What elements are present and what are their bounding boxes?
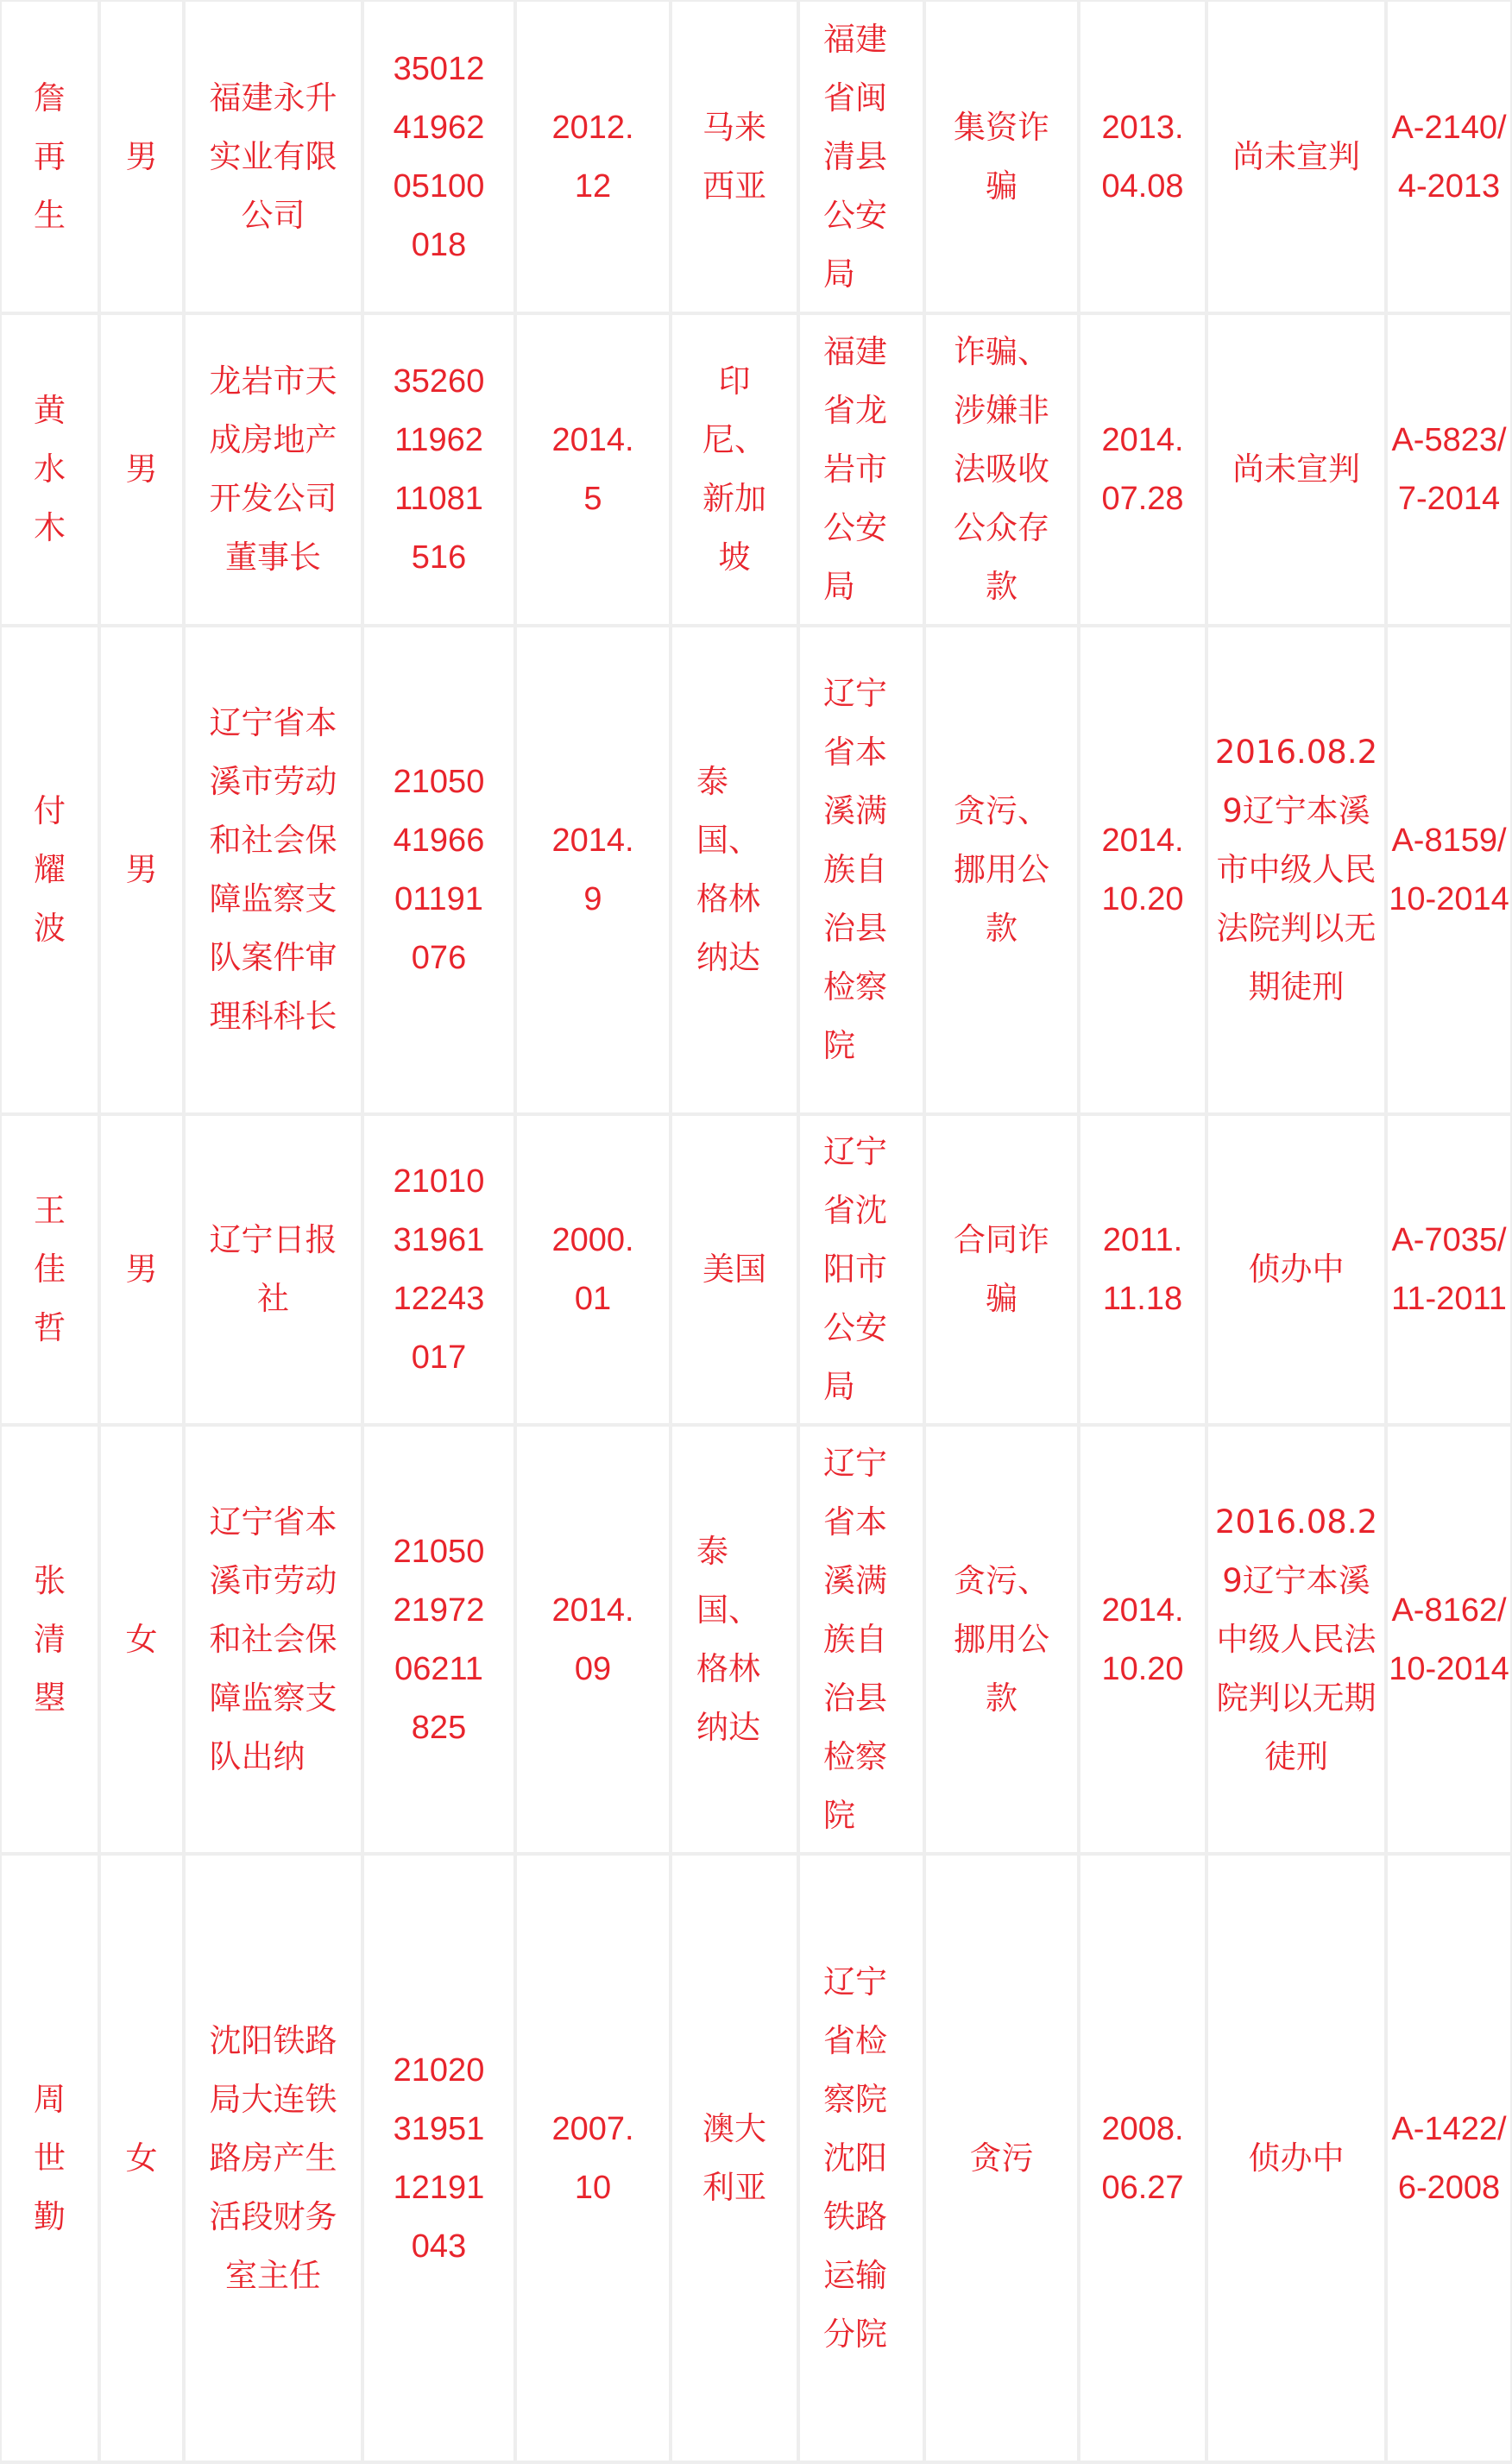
destination-cell: 泰国、格林纳达	[672, 627, 800, 1116]
employer-cell: 龙岩市天成房地产开发公司董事长	[186, 315, 364, 627]
charge-cell: 贪污	[926, 1856, 1080, 2464]
filing-date-cell: 2014.10.20	[1080, 1427, 1208, 1856]
name-cell: 张清曌	[2, 1427, 101, 1856]
filing-agency-cell: 福建省闽清县公安局	[800, 2, 926, 315]
fled-date-cell: 2014.9	[517, 627, 672, 1116]
employer-cell: 沈阳铁路局大连铁路房产生活段财务室主任	[186, 1856, 364, 2464]
notice-number-cell: A-8159/10-2014	[1388, 627, 1512, 1116]
destination-cell: 澳大利亚	[672, 1856, 800, 2464]
table-row	[2, 2, 1512, 315]
fled-date-cell: 2014.5	[517, 315, 672, 627]
status-cell: 2016.08.29辽宁本溪市中级人民法院判以无期徒刑	[1208, 627, 1388, 1116]
name-cell: 付耀波	[2, 627, 101, 1116]
id-number-cell: 210203195112191043	[364, 1856, 517, 2464]
gender-cell: 男	[101, 315, 186, 627]
gender-cell: 女	[101, 1427, 186, 1856]
table-row	[2, 315, 1512, 627]
employer-cell: 福建永升实业有限公司	[186, 2, 364, 315]
gender-cell: 男	[101, 1116, 186, 1427]
table-row	[2, 627, 1512, 1116]
name-cell: 王佳哲	[2, 1116, 101, 1427]
id-number-cell: 210103196112243017	[364, 1116, 517, 1427]
notice-number-cell: A-8162/10-2014	[1388, 1427, 1512, 1856]
fled-date-cell: 2012.12	[517, 2, 672, 315]
filing-agency-cell: 福建省龙岩市公安局	[800, 315, 926, 627]
gender-cell: 女	[101, 1856, 186, 2464]
notice-number-cell: A-7035/11-2011	[1388, 1116, 1512, 1427]
notice-number-cell: A-5823/7-2014	[1388, 315, 1512, 627]
charge-cell: 集资诈骗	[926, 2, 1080, 315]
destination-cell: 印尼、新加坡	[672, 315, 800, 627]
table-row	[2, 1427, 1512, 1856]
filing-date-cell: 2014.07.28	[1080, 315, 1208, 627]
id-number-cell: 352601196211081516	[364, 315, 517, 627]
charge-cell: 贪污、挪用公款	[926, 1427, 1080, 1856]
table-row	[2, 1856, 1512, 2464]
name-cell: 詹再生	[2, 2, 101, 315]
status-cell: 尚未宣判	[1208, 315, 1388, 627]
charge-cell: 贪污、挪用公款	[926, 627, 1080, 1116]
table-row	[2, 1116, 1512, 1427]
filing-agency-cell: 辽宁省检察院沈阳铁路运输分院	[800, 1856, 926, 2464]
charge-cell: 诈骗、涉嫌非法吸收公众存款	[926, 315, 1080, 627]
id-number-cell: 350124196205100018	[364, 2, 517, 315]
destination-cell: 美国	[672, 1116, 800, 1427]
id-number-cell: 210502197206211825	[364, 1427, 517, 1856]
charge-cell: 合同诈骗	[926, 1116, 1080, 1427]
status-cell: 侦办中	[1208, 1856, 1388, 2464]
employer-cell: 辽宁省本溪市劳动和社会保障监察支队出纳	[186, 1427, 364, 1856]
destination-cell: 马来西亚	[672, 2, 800, 315]
fled-date-cell: 2007.10	[517, 1856, 672, 2464]
employer-cell: 辽宁省本溪市劳动和社会保障监察支队案件审理科科长	[186, 627, 364, 1116]
status-cell: 2016.08.29辽宁本溪中级人民法院判以无期徒刑	[1208, 1427, 1388, 1856]
filing-agency-cell: 辽宁省沈阳市公安局	[800, 1116, 926, 1427]
name-cell: 黄水木	[2, 315, 101, 627]
status-cell: 侦办中	[1208, 1116, 1388, 1427]
filing-date-cell: 2013.04.08	[1080, 2, 1208, 315]
status-cell: 尚未宣判	[1208, 2, 1388, 315]
filing-date-cell: 2008.06.27	[1080, 1856, 1208, 2464]
notice-number-cell: A-2140/4-2013	[1388, 2, 1512, 315]
name-cell: 周世勤	[2, 1856, 101, 2464]
gender-cell: 男	[101, 2, 186, 315]
filing-date-cell: 2011.11.18	[1080, 1116, 1208, 1427]
employer-cell: 辽宁日报社	[186, 1116, 364, 1427]
fled-date-cell: 2000.01	[517, 1116, 672, 1427]
destination-cell: 泰国、格林纳达	[672, 1427, 800, 1856]
filing-date-cell: 2014.10.20	[1080, 627, 1208, 1116]
fled-date-cell: 2014.09	[517, 1427, 672, 1856]
id-number-cell: 210504196601191076	[364, 627, 517, 1116]
filing-agency-cell: 辽宁省本溪满族自治县检察院	[800, 627, 926, 1116]
filing-agency-cell: 辽宁省本溪满族自治县检察院	[800, 1427, 926, 1856]
notice-number-cell: A-1422/6-2008	[1388, 1856, 1512, 2464]
gender-cell: 男	[101, 627, 186, 1116]
